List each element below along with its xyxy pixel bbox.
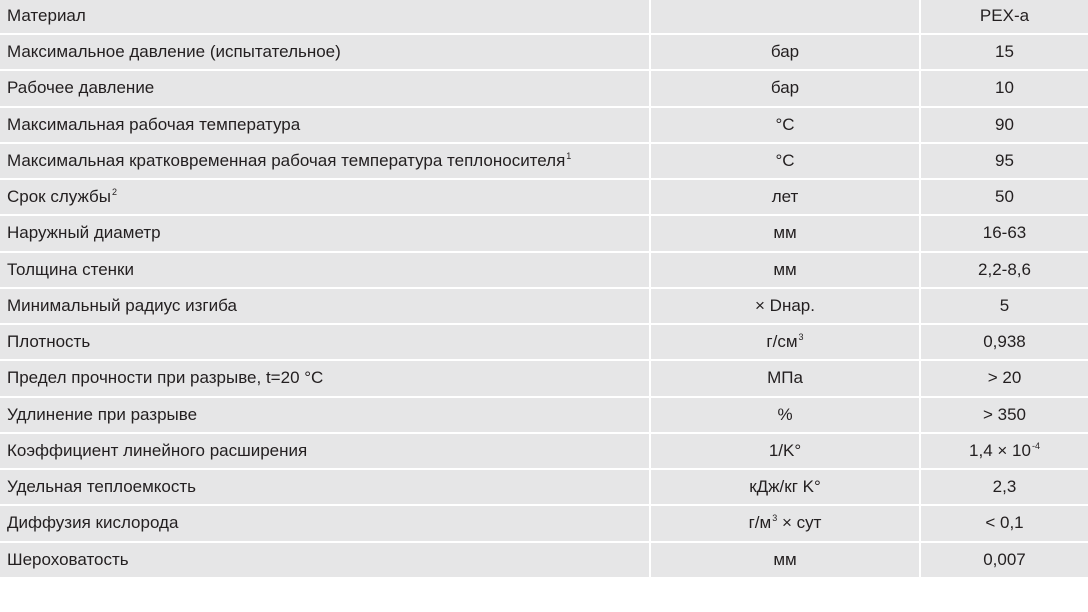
unit-label: кДж/кг K° (749, 477, 821, 497)
value-cell (920, 505, 1088, 541)
unit-cell (650, 34, 920, 70)
unit-cell (650, 324, 920, 360)
table-row (0, 397, 1088, 433)
table-row (0, 324, 1088, 360)
parameter-cell (0, 215, 650, 251)
value-text: 2,2-8,6 (978, 259, 1031, 279)
parameter-name: Максимальное давление (испытательное) (7, 42, 341, 62)
unit-cell (650, 360, 920, 396)
unit-suffix: × сут (777, 513, 822, 533)
footnote-marker: 1 (566, 150, 572, 161)
parameter-cell (0, 288, 650, 324)
unit-label: мм (773, 223, 797, 243)
unit-cell (650, 252, 920, 288)
value-cell (920, 179, 1088, 215)
unit-cell (650, 107, 920, 143)
parameter-name: Диффузия кислорода (7, 513, 179, 533)
value-cell (920, 469, 1088, 505)
unit-label: × Dнар. (755, 295, 815, 315)
parameter-cell (0, 433, 650, 469)
parameter-name: Коэффициент линейного расширения (7, 440, 308, 460)
parameter-name: Удельная теплоемкость (7, 477, 197, 497)
table-row (0, 433, 1088, 469)
table-row (0, 505, 1088, 541)
parameter-cell (0, 143, 650, 179)
unit-cell (650, 143, 920, 179)
unit-cell (650, 469, 920, 505)
value-text: 1,4 × 10 (969, 440, 1031, 460)
parameter-cell (0, 397, 650, 433)
parameter-cell (0, 107, 650, 143)
unit-label: 1/K° (768, 440, 802, 460)
table-row (0, 252, 1088, 288)
value-text: > 20 (987, 368, 1022, 388)
unit-cell (650, 288, 920, 324)
unit-exponent: 3 (772, 513, 778, 524)
unit-cell (650, 433, 920, 469)
value-cell (920, 433, 1088, 469)
unit-label: г/см (766, 332, 798, 352)
value-cell (920, 252, 1088, 288)
table-row (0, 143, 1088, 179)
parameter-name: Максимальная кратковременная рабочая температура теплоносителя (7, 150, 566, 170)
value-text: 95 (995, 150, 1014, 170)
value-text: 0,938 (983, 332, 1026, 352)
value-cell (920, 34, 1088, 70)
value-cell (920, 0, 1088, 34)
parameter-cell (0, 360, 650, 396)
parameter-name: Наружный диаметр (7, 223, 161, 243)
table-row (0, 542, 1088, 578)
table-row (0, 360, 1088, 396)
parameter-cell (0, 70, 650, 106)
parameter-name: Толщина стенки (7, 259, 134, 279)
parameter-name: Материал (7, 6, 86, 25)
value-cell (920, 360, 1088, 396)
unit-cell (650, 542, 920, 578)
parameter-name: Рабочее давление (7, 78, 155, 98)
parameter-cell (0, 324, 650, 360)
value-text: 50 (995, 187, 1014, 207)
value-text: < 0,1 (985, 513, 1024, 533)
table-row (0, 215, 1088, 251)
value-cell (920, 288, 1088, 324)
parameter-cell (0, 505, 650, 541)
parameter-cell (0, 542, 650, 578)
value-cell (920, 215, 1088, 251)
unit-cell (650, 397, 920, 433)
parameter-cell (0, 252, 650, 288)
parameter-name: Предел прочности при разрыве, t=20 °C (7, 368, 324, 388)
unit-cell (650, 505, 920, 541)
unit-cell (650, 179, 920, 215)
unit-exponent: 3 (798, 332, 804, 343)
value-text: PEX-a (979, 6, 1030, 25)
footnote-marker: 2 (111, 187, 117, 198)
parameter-name: Максимальная рабочая температура (7, 114, 301, 134)
value-exponent: -4 (1031, 440, 1040, 451)
table-row (0, 0, 1088, 34)
value-cell (920, 324, 1088, 360)
table-row (0, 179, 1088, 215)
value-cell (920, 70, 1088, 106)
value-text: 0,007 (983, 549, 1026, 569)
value-cell (920, 143, 1088, 179)
parameter-name: Минимальный радиус изгиба (7, 295, 237, 315)
parameter-name: Плотность (7, 332, 91, 352)
table-row (0, 34, 1088, 70)
unit-label: МПа (767, 368, 803, 388)
unit-cell (650, 0, 920, 34)
table-row (0, 70, 1088, 106)
parameter-name: Шероховатость (7, 549, 129, 569)
unit-label: г/м (748, 513, 772, 533)
table-row (0, 469, 1088, 505)
parameter-cell (0, 34, 650, 70)
parameter-name: Удлинение при разрыве (7, 404, 198, 424)
unit-label: мм (773, 549, 797, 569)
value-cell (920, 542, 1088, 578)
value-cell (920, 397, 1088, 433)
value-cell (920, 107, 1088, 143)
unit-label: лет (771, 187, 799, 207)
unit-cell (650, 215, 920, 251)
parameter-name: Срок службы (7, 187, 111, 207)
value-text: 5 (999, 295, 1010, 315)
unit-label: % (777, 404, 793, 424)
parameter-cell (0, 469, 650, 505)
value-text: > 350 (982, 404, 1026, 424)
unit-label: мм (773, 259, 797, 279)
value-text: 10 (995, 78, 1014, 98)
parameter-cell (0, 0, 650, 34)
unit-cell (650, 70, 920, 106)
unit-label: бар (770, 78, 800, 98)
table-row (0, 107, 1088, 143)
value-text: 2,3 (992, 477, 1017, 497)
unit-label: °C (775, 150, 795, 170)
table-row (0, 288, 1088, 324)
value-text: 16-63 (982, 223, 1027, 243)
unit-label: бар (770, 42, 800, 62)
value-text: 90 (995, 114, 1014, 134)
unit-label: °C (775, 114, 795, 134)
parameter-cell (0, 179, 650, 215)
value-text: 15 (995, 42, 1014, 62)
